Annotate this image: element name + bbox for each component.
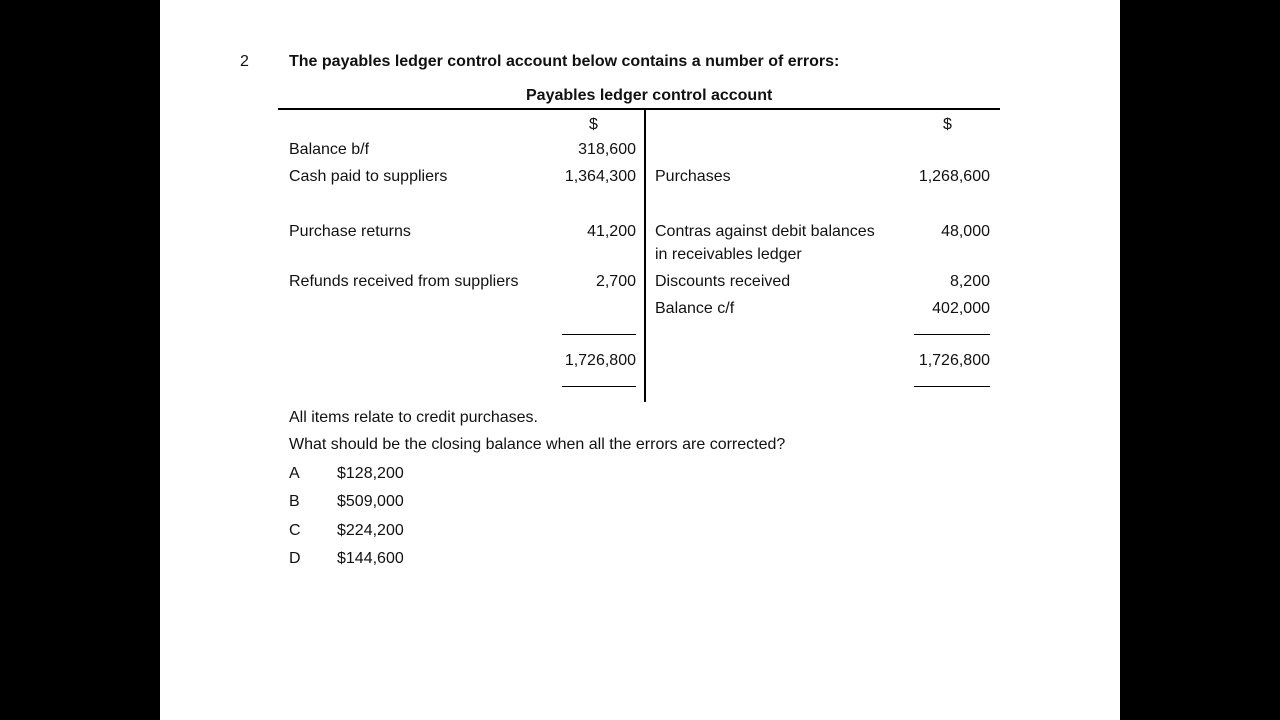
debit-label: Cash paid to suppliers: [289, 168, 448, 185]
credit-amount: 1,268,600: [918, 168, 990, 185]
total-rule-left: [562, 386, 636, 387]
option-value: $224,200: [337, 522, 404, 539]
debit-label: Purchase returns: [289, 223, 411, 240]
note-line-1: All items relate to credit purchases.: [289, 409, 538, 426]
question-prompt: What should be the closing balance when all the errors are corrected?: [289, 436, 786, 453]
credit-amount: 8,200: [949, 273, 990, 290]
option-value: $144,600: [337, 550, 404, 567]
debit-amount: 41,200: [587, 223, 636, 240]
debit-label: Refunds received from suppliers: [289, 273, 519, 290]
subtotal-rule-left: [562, 334, 636, 335]
currency-left: $: [589, 116, 598, 133]
question-text: The payables ledger control account below contains a number of errors:: [289, 53, 840, 70]
total-right: 1,726,800: [918, 352, 990, 369]
credit-label: Contras against debit balances: [655, 223, 875, 240]
total-rule-right: [914, 386, 990, 387]
credit-label: Purchases: [655, 168, 731, 185]
option-letter: D: [289, 550, 301, 567]
subtotal-rule-right: [914, 334, 990, 335]
option-letter: B: [289, 493, 300, 510]
document-page: [160, 0, 1120, 720]
debit-label: Balance b/f: [289, 141, 370, 158]
account-center-rule: [644, 109, 646, 402]
account-top-rule: [278, 108, 1000, 110]
credit-amount: 402,000: [932, 300, 990, 317]
option-value: $509,000: [337, 493, 404, 510]
debit-amount: 318,600: [578, 141, 636, 158]
debit-amount: 1,364,300: [564, 168, 636, 185]
credit-label: Discounts received: [655, 273, 791, 290]
account-title: Payables ledger control account: [526, 87, 773, 104]
debit-amount: 2,700: [595, 273, 636, 290]
option-letter: C: [289, 522, 301, 539]
total-left: 1,726,800: [564, 352, 636, 369]
credit-amount: 48,000: [941, 223, 990, 240]
currency-right: $: [943, 116, 952, 133]
credit-label: Balance c/f: [655, 300, 735, 317]
option-letter: A: [289, 465, 300, 482]
credit-label-continued: in receivables ledger: [655, 246, 802, 263]
option-value: $128,200: [337, 465, 404, 482]
question-number: 2: [240, 53, 249, 70]
